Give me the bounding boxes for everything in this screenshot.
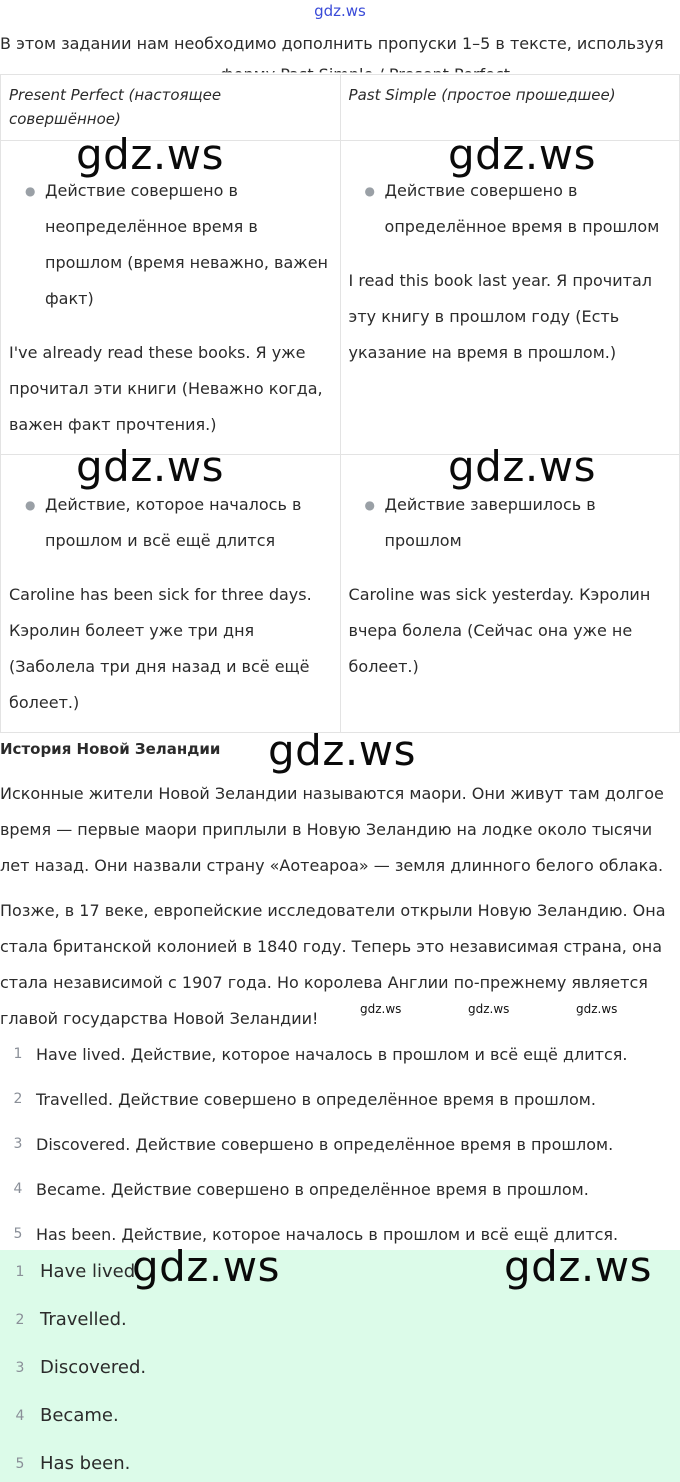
item-text: Has been. Действие, которое началось в прошлом и всё ещё длится. [36,1225,619,1244]
story-paragraph-2: Позже, в 17 веке, европейские исследователи открыли Новую Зеландию. Она стала британской колонией в 1840 году. Теперь это независимая страна, она стала независимой с 1907 года. Но королева Англии по-прежнему является главой государства Новой Зеландии! [0,901,666,1028]
list-item [0,1392,680,1440]
list-item [0,1122,680,1167]
rule-bullet [9,487,332,559]
header-past-simple: Past Simple (простое прошедшее) [348,86,616,104]
watermark-top: gdz.ws [314,2,366,20]
example-text: Caroline was sick yesterday. Кэролин вчера болела (Сейчас она уже не болеет.) [348,585,651,676]
list-item [0,1167,680,1212]
rule-text: Действие совершено в неопределённое время в прошлом (время неважно, важен факт) [45,181,328,308]
rule-bullet [9,173,332,317]
item-number: 3 [15,1360,25,1376]
explanation-list [0,1032,680,1257]
watermark-large: gdz.ws [76,130,224,179]
item-number: 1 [15,1264,25,1280]
item-number: 4 [15,1408,25,1424]
rule-text: Действие, которое началось в прошлом и всё ещё длится [45,495,302,550]
item-text: Has been. [40,1453,131,1474]
item-text: Became. [40,1405,119,1426]
list-item [0,1296,680,1344]
header-present-perfect: Present Perfect (настоящее совершённое) [9,86,222,128]
list-item [0,1440,680,1482]
example-text: Caroline has been sick for three days. Кэролин болеет уже три дня (Заболела три дня назад и всё ещё болеет.) [9,585,312,712]
item-text: Have lived. Действие, которое началось в прошлом и всё ещё длится. [36,1045,628,1064]
bullet-icon: ● [25,498,36,512]
story-title: История Новой Зеландии [0,740,221,758]
intro-text: В этом задании нам необходимо дополнить пропуски 1–5 в тексте, используя [0,34,664,53]
bullet-icon: ● [25,184,36,198]
watermark-small: gdz.ws [576,1002,618,1016]
example-text: I read this book last year. Я прочитал эту книгу в прошлом году (Есть указание на время в прошлом.) [348,271,652,362]
example-text: I've already read these books. Я уже прочитал эти книги (Неважно когда, важен факт прочтения.) [9,343,323,434]
item-number: 2 [15,1312,25,1328]
item-text: Travelled. [40,1309,127,1330]
item-text: Discovered. [40,1357,147,1378]
list-item [0,1032,680,1077]
table-row [1,141,680,455]
item-number: 4 [13,1181,23,1197]
item-text: Have lived. [40,1261,141,1282]
item-text: Travelled. Действие совершено в определённое время в прошлом. [36,1090,596,1109]
item-number: 2 [13,1091,23,1107]
item-text: Discovered. Действие совершено в определённое время в прошлом. [36,1135,614,1154]
story-paragraph-1: Исконные жители Новой Зеландии называются маори. Они живут там долгое время — первые маори приплыли в Новую Зеландию на лодке около тысячи лет назад. Они назвали страну «Аотеароа» — земля длинного белого облака. [0,784,664,875]
watermark-small: gdz.ws [468,1002,510,1016]
item-number: 5 [15,1456,25,1472]
rule-bullet [349,487,671,559]
watermark-large: gdz.ws [268,726,416,775]
list-item [0,1077,680,1122]
rule-text: Действие завершилось в прошлом [384,495,596,550]
list-item [0,1344,680,1392]
bullet-icon: ● [364,498,376,512]
item-number: 5 [13,1226,23,1242]
watermark-large: gdz.ws [76,442,224,491]
watermark-large: gdz.ws [448,442,596,491]
rule-text: Действие совершено в определённое время в прошлом [384,181,660,236]
bullet-icon: ● [364,184,376,198]
item-number: 1 [13,1046,23,1062]
watermark-small: gdz.ws [360,1002,402,1016]
table-row [1,455,680,733]
item-text: Became. Действие совершено в определённое время в прошлом. [36,1180,589,1199]
watermark-large: gdz.ws [448,130,596,179]
item-number: 3 [13,1136,23,1152]
watermark-large: gdz.ws [504,1242,652,1291]
watermark-large: gdz.ws [132,1242,280,1291]
rule-bullet [349,173,671,245]
